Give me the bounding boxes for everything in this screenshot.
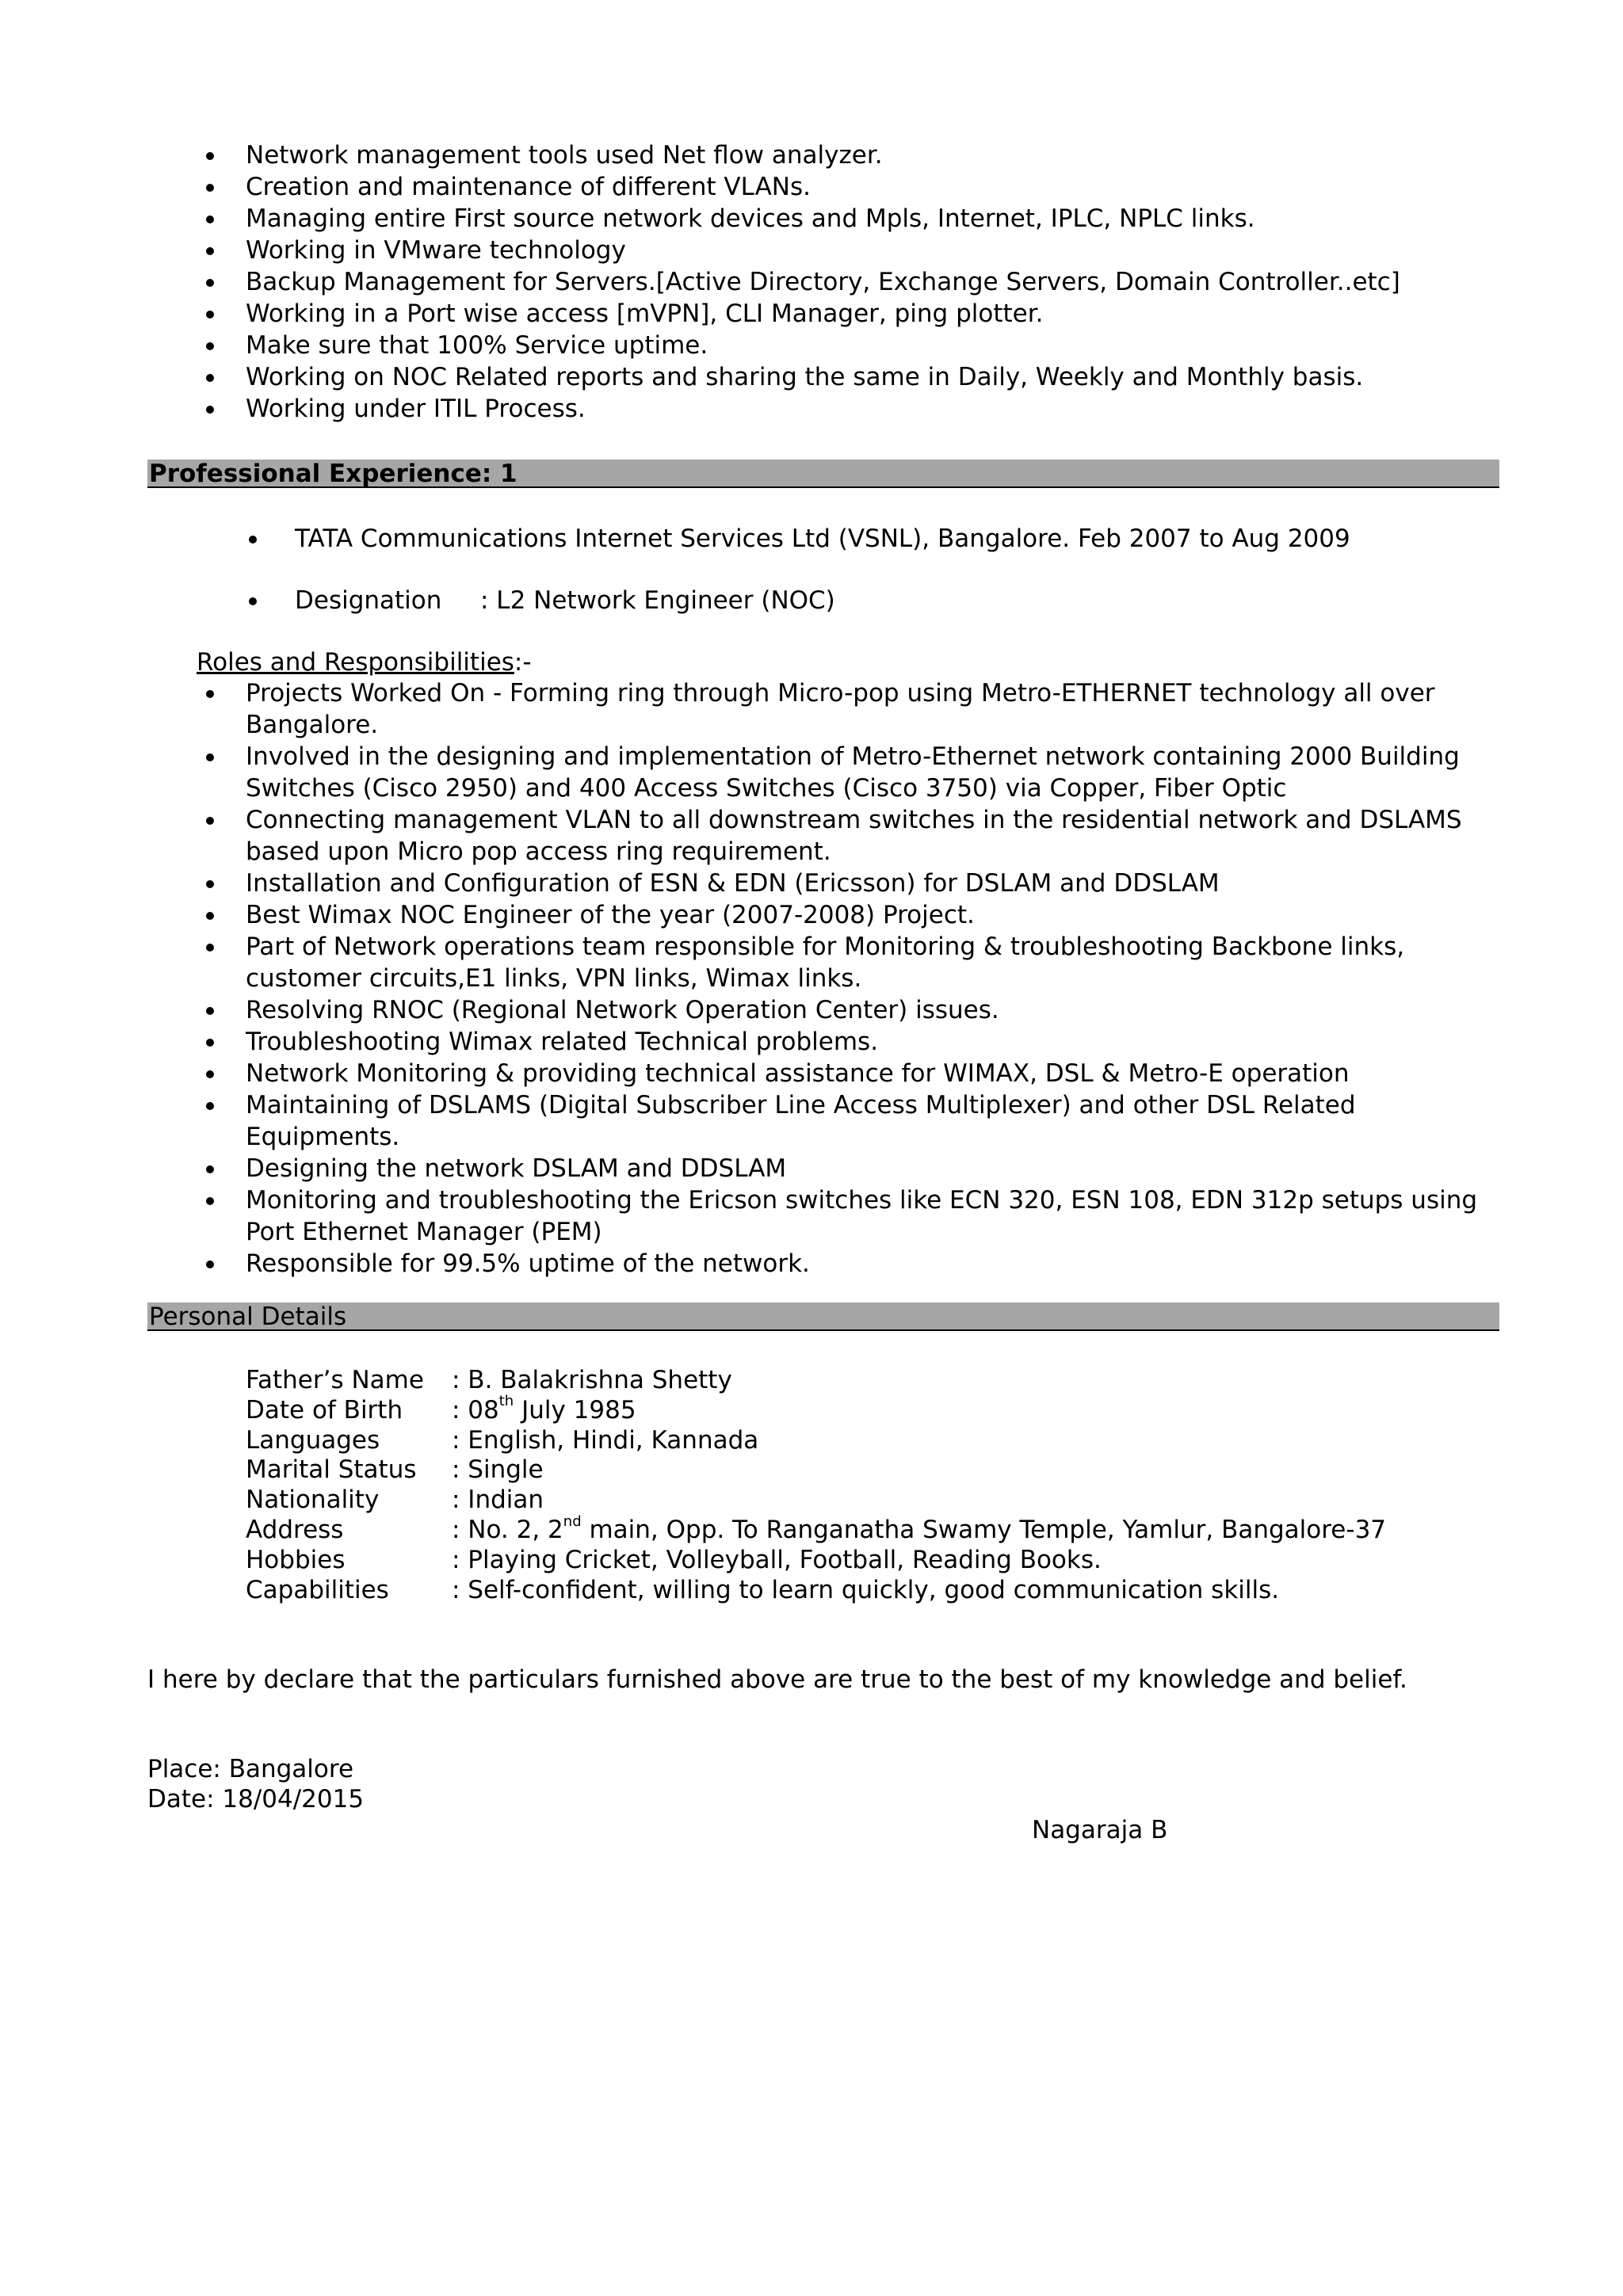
list-item: Installation and Configuration of ESN & EDN (Ericsson) for DSLAM and DDSLAM (197, 868, 1512, 899)
declaration-text: I here by declare that the particulars furnished above are true to the best of my knowledge and belief. (147, 1665, 1407, 1694)
list-item: Working in a Port wise access [mVPN], CLI Manager, ping plotter. (197, 298, 1544, 330)
marital-status-label: Marital Status (246, 1455, 417, 1485)
designation-item (246, 585, 835, 616)
capabilities-label: Capabilities (246, 1575, 389, 1604)
list-item: Creation and maintenance of different VLANs. (197, 171, 1544, 203)
company-text: TATA Communications Internet Services Ltd (VSNL), Bangalore. Feb 2007 to Aug 2009 (295, 524, 1350, 553)
roles-heading (197, 646, 532, 678)
place-text: Place: Bangalore (147, 1755, 354, 1783)
list-item: Network management tools used Net flow analyzer. (197, 139, 1544, 171)
list-item: Working in VMware technology (197, 235, 1544, 266)
skills-bullet-list (197, 139, 1544, 425)
list-item: Working on NOC Related reports and sharing the same in Daily, Weekly and Monthly basis. (197, 361, 1544, 393)
bullet-icon (206, 944, 214, 952)
list-item: Working under ITIL Process. (197, 393, 1544, 425)
languages-label: Languages (246, 1425, 380, 1455)
bullet-icon (206, 184, 214, 192)
bullet-icon (206, 1070, 214, 1078)
list-item: Make sure that 100% Service uptime. (197, 330, 1544, 361)
languages-row (246, 1426, 1386, 1456)
signature-name: Nagaraja B (1032, 1816, 1168, 1844)
bullet-icon (206, 247, 214, 255)
capabilities-row (246, 1576, 1386, 1606)
bullet-icon (206, 279, 214, 287)
roles-heading-text: Roles and Responsibilities (197, 648, 514, 677)
bullet-icon (206, 342, 214, 350)
list-item: Best Wimax NOC Engineer of the year (2007-2008) Project. (197, 899, 1512, 931)
date-text: Date: 18/04/2015 (147, 1785, 365, 1814)
nationality-label: Nationality (246, 1486, 380, 1515)
list-item: Backup Management for Servers.[Active Directory, Exchange Servers, Domain Controller..etc] (197, 266, 1544, 298)
hobbies-label: Hobbies (246, 1545, 346, 1574)
list-item: Projects Worked On - Forming ring through Micro-pop using Metro-ETHERNET technology all over Bangalore. (197, 677, 1512, 741)
list-item: Network Monitoring & providing technical assistance for WIMAX, DSL & Metro-E operation (197, 1058, 1512, 1089)
marital-status-value: : Single (452, 1455, 544, 1485)
bullet-icon (206, 1039, 214, 1047)
list-item: Part of Network operations team responsible for Monitoring & troubleshooting Backbone links, customer circuits,E1 links, VPN links, Wimax links. (197, 931, 1512, 994)
professional-experience-heading: Professional Experience: 1 (147, 460, 1499, 488)
list-item: Managing entire First source network devices and Mpls, Internet, IPLC, NPLC links. (197, 203, 1544, 235)
list-item: Troubleshooting Wimax related Technical problems. (197, 1026, 1512, 1058)
roles-heading-suffix: :- (514, 648, 532, 677)
dob-label: Date of Birth (246, 1395, 403, 1425)
capabilities-value: : Self-confident, willing to learn quickly, good communication skills. (452, 1575, 1280, 1604)
list-item: Resolving RNOC (Regional Network Operation Center) issues. (197, 994, 1512, 1026)
bullet-icon (206, 1261, 214, 1268)
company-item (246, 523, 1350, 555)
bullet-icon (249, 597, 257, 605)
bullet-icon (206, 817, 214, 825)
list-item: Connecting management VLAN to all downstream switches in the residential network and DSLAMS based upon Micro pop access ring requirement. (197, 804, 1512, 868)
marital-status-row (246, 1455, 1386, 1486)
list-item: Designing the network DSLAM and DDSLAM (197, 1153, 1512, 1184)
bullet-icon (206, 406, 214, 414)
bullet-icon (206, 1007, 214, 1015)
nationality-row (246, 1486, 1386, 1516)
bullet-icon (206, 1102, 214, 1110)
bullet-icon (206, 374, 214, 382)
nationality-value: : Indian (452, 1486, 544, 1515)
designation-value: : L2 Network Engineer (NOC) (480, 586, 835, 615)
list-item: Involved in the designing and implementation of Metro-Ethernet network containing 2000 Building Switches (Cisco 2950) and 400 Access Switches (Cisco 3750) via Copper, Fiber Optic (197, 741, 1512, 804)
bullet-icon (206, 753, 214, 761)
address-row (246, 1512, 1387, 1546)
languages-value: : English, Hindi, Kannada (452, 1425, 759, 1455)
list-item: Responsible for 99.5% uptime of the network. (197, 1248, 1512, 1280)
fathers-name-row (246, 1366, 1386, 1396)
bullet-icon (206, 880, 214, 888)
hobbies-row (246, 1546, 1386, 1576)
list-item: Monitoring and troubleshooting the Ericson switches like ECN 320, ESN 108, EDN 312p setups using Port Ethernet Manager (PEM) (197, 1184, 1512, 1248)
address-label: Address (246, 1515, 344, 1544)
bullet-icon (206, 311, 214, 318)
personal-details-table (246, 1366, 1386, 1605)
hobbies-value: : Playing Cricket, Volleyball, Football, Reading Books. (452, 1545, 1102, 1574)
bullet-icon (206, 152, 214, 160)
list-item: Maintaining of DSLAMS (Digital Subscriber Line Access Multiplexer) and other DSL Related Equipments. (197, 1089, 1512, 1153)
roles-bullet-list (197, 677, 1512, 1280)
bullet-icon (206, 690, 214, 698)
bullet-icon (206, 912, 214, 920)
dob-value: : 08th July 1985 (452, 1393, 636, 1425)
designation-label: Designation (295, 586, 442, 615)
fathers-name-label: Father’s Name (246, 1366, 424, 1394)
fathers-name-value: : B. Balakrishna Shetty (452, 1366, 732, 1394)
bullet-icon (206, 1197, 214, 1205)
dob-row (246, 1393, 1386, 1426)
bullet-icon (249, 536, 257, 543)
bullet-icon (206, 1165, 214, 1173)
bullet-icon (206, 215, 214, 223)
personal-details-heading: Personal Details (147, 1302, 1499, 1331)
address-value: : No. 2, 2nd main, Opp. To Ranganatha Swamy Temple, Yamlur, Bangalore-37 (452, 1512, 1387, 1544)
